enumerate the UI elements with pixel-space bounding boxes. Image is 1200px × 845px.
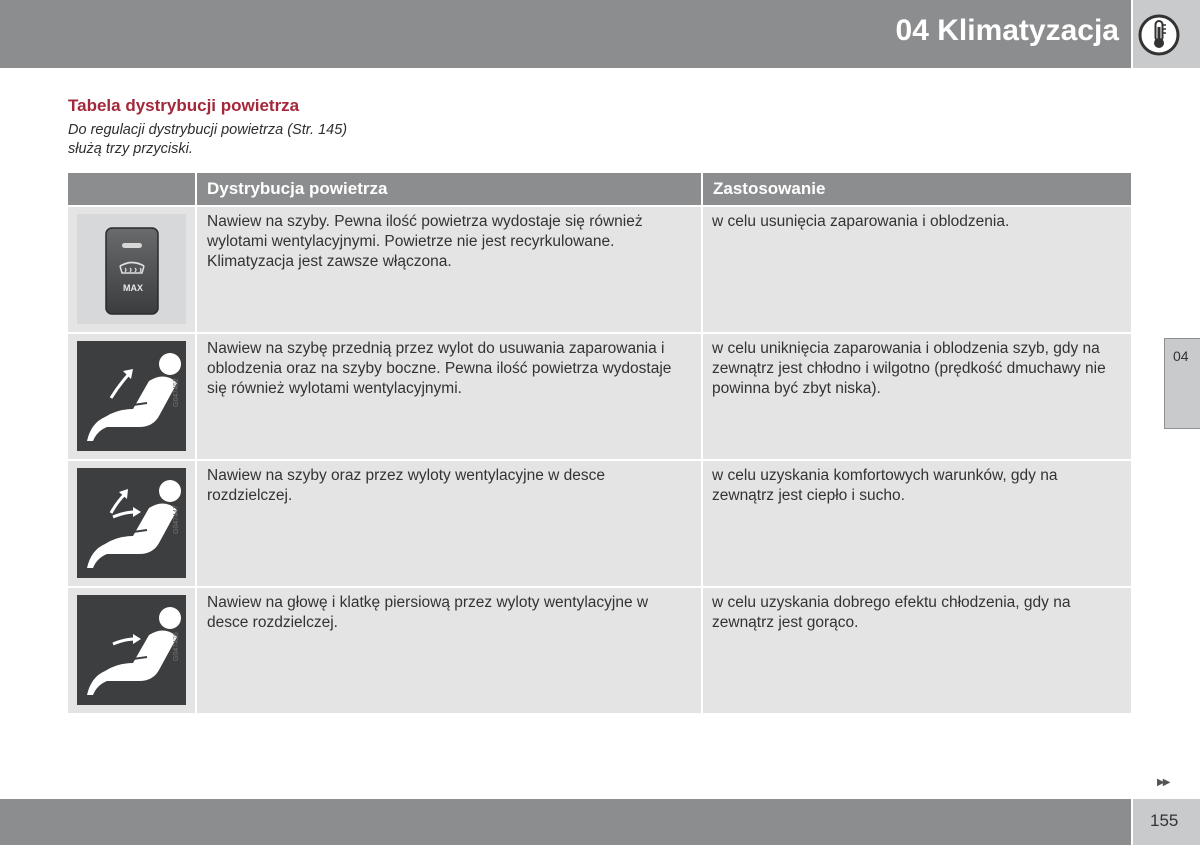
table-cell-usage: w celu uzyskania komfortowych warunków, gdy na zewnątrz jest ciepło i sucho.	[701, 461, 1131, 586]
seat-airflow-windscreen-icon	[77, 341, 186, 451]
defrost-max-button-icon	[77, 214, 186, 324]
section-title: Tabela dystrybucji powietrza	[68, 96, 300, 115]
seat-airflow-windscreen-panel-icon	[77, 468, 186, 578]
chapter-title: 04 Klimatyzacja	[895, 14, 1119, 47]
table-cell-usage: w celu uniknięcia zaparowania i oblodzenia szyb, gdy na zewnątrz jest chłodno i wilgotno (prędkość dmuchawy nie powinna być zbyt niska).	[701, 334, 1131, 459]
table-cell-distribution: Nawiew na szybę przednią przez wylot do usuwania zaparowania i oblodzenia oraz na szyby boczne. Pewna ilość powietrza wydostaje się również wylotami wentylacyjnymi.	[195, 334, 701, 459]
image-code: G047426	[173, 632, 180, 661]
table-header-distribution: Dystrybucja powietrza	[195, 173, 701, 205]
section-intro	[68, 121, 428, 159]
seat-airflow-panel-icon	[77, 595, 186, 705]
table-cell-usage: w celu usunięcia zaparowania i oblodzenia.	[701, 207, 1131, 332]
table-cell-image	[68, 461, 195, 586]
table-row	[68, 207, 1131, 332]
table-row	[68, 334, 1131, 459]
table-cell-image	[68, 588, 195, 713]
thermometer-icon	[1137, 13, 1181, 57]
table-row	[68, 461, 1131, 586]
chapter-side-tab-label: 04	[1173, 348, 1189, 364]
footer-bar	[0, 799, 1131, 845]
table-row	[68, 588, 1131, 713]
table-cell-image	[68, 207, 195, 332]
page-number: 155	[1150, 811, 1179, 830]
table-cell-usage: w celu uzyskania dobrego efektu chłodzenia, gdy na zewnątrz jest gorąco.	[701, 588, 1131, 713]
table-header-row	[68, 173, 1131, 205]
table-cell-image	[68, 334, 195, 459]
table-header-icon-column	[68, 173, 195, 205]
chapter-side-tab[interactable]	[1164, 338, 1200, 429]
table-cell-distribution: Nawiew na głowę i klatkę piersiową przez wyloty wentylacyjne w desce rozdzielczej.	[195, 588, 701, 713]
table-cell-distribution: Nawiew na szyby. Pewna ilość powietrza wydostaje się również wylotami wentylacyjnymi. Powietrze nie jest recyrkulowane. Klimatyzacja jest zawsze włączona.	[195, 207, 701, 332]
table-header-usage: Zastosowanie	[701, 173, 1131, 205]
intro-line-2: służą trzy przyciski.	[68, 141, 193, 157]
table-cell-distribution: Nawiew na szyby oraz przez wyloty wentylacyjne w desce rozdzielczej.	[195, 461, 701, 586]
intro-line-1: Do regulacji dystrybucji powietrza (Str. 145)	[68, 122, 348, 138]
max-label: MAX	[123, 283, 143, 293]
image-code: G047447	[173, 505, 180, 534]
air-distribution-table	[68, 173, 1131, 713]
double-chevron-right-icon[interactable]: ▶▶	[1157, 777, 1169, 788]
image-code: G047452	[173, 378, 180, 407]
